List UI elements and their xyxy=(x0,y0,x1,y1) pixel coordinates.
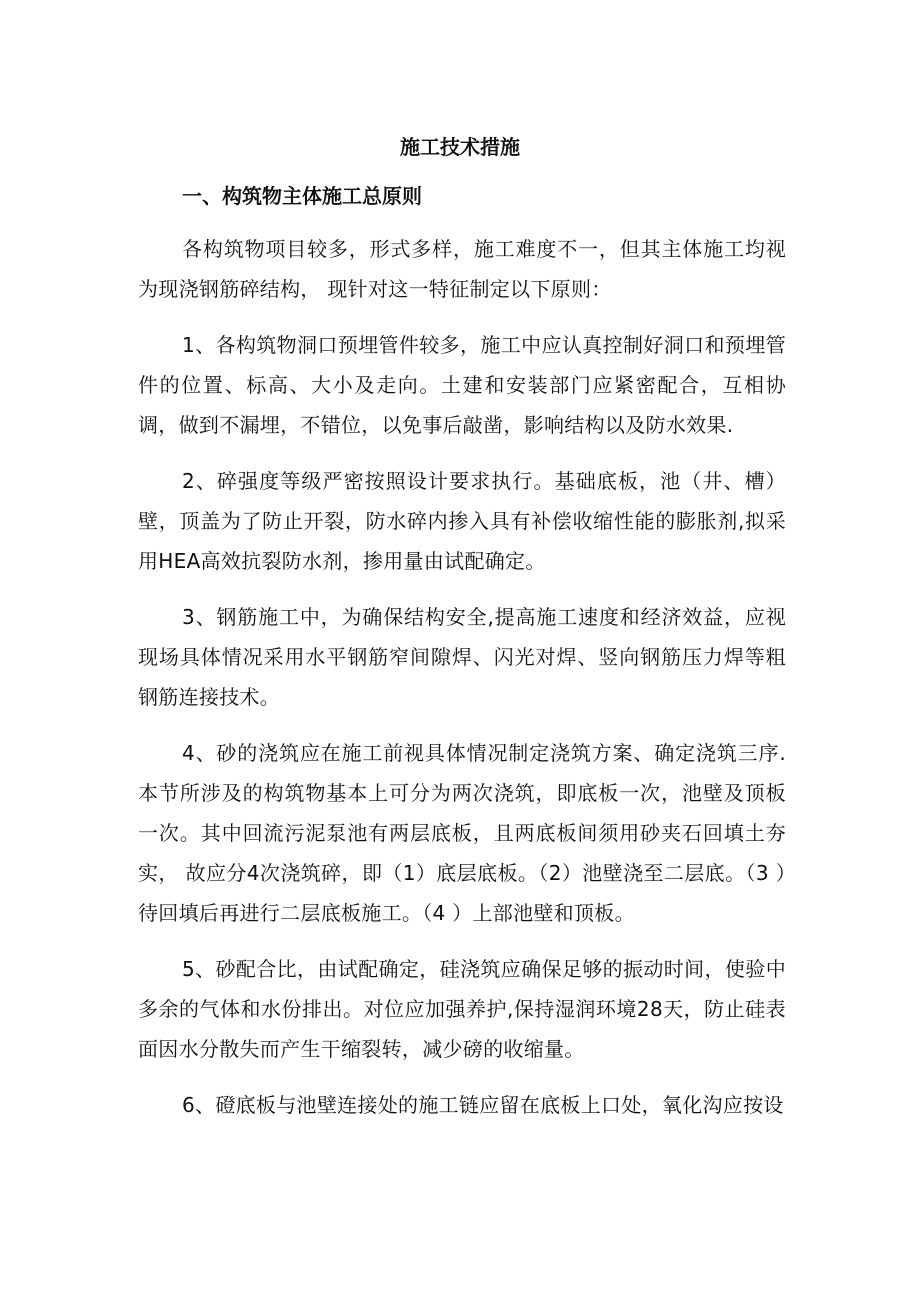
paragraph-item-4: 4、砂的浇筑应在施工前视具体情况制定浇筑方案、确定浇筑三序.本节所涉及的构筑物基本上可分为两次浇筑，即底板一次，池壁及顶板一次。其中回流污泥泵池有两层底板，且两底板间须用砂夹石回填土夯实， 故应分4次浇筑碎，即（1）底层底板。（2）池壁浇至二层底。（3 ）待回填后再进行二层底板施工。（4 ）上部池壁和顶板。 xyxy=(138,741,786,925)
paragraph-item-2: 2、碎强度等级严密按照设计要求执行。基础底板，池（井、槽）壁，顶盖为了防止开裂，防水碎内掺入具有补偿收缩性能的膨胀剂,拟采用HEA高效抗裂防水剂，掺用量由试配确定。 xyxy=(138,469,786,573)
paragraph-item-5: 5、砂配合比，由试配确定，硅浇筑应确保足够的振动时间，使验中多余的气体和水份排出。对位应加强养护,保持湿润环境28天，防止硅表面因水分散失而产生干缩裂转，减少磅的收缩量。 xyxy=(138,957,786,1061)
paragraph-item-6: 6、磴底板与池壁连接处的施工链应留在底板上口处，氧化沟应按设 xyxy=(182,1093,784,1117)
page-title: 施工技术措施 xyxy=(400,135,520,159)
paragraph-item-3: 3、钢筋施工中，为确保结构安全,提高施工速度和经济效益，应视现场具体情况采用水平钢筋窄间隙焊、闪光对焊、竖向钢筋压力焊等粗钢筋连接技术。 xyxy=(138,605,786,709)
paragraph-item-1: 1、各构筑物洞口预埋管件较多，施工中应认真控制好洞口和预埋管件的位置、标高、大小及走向。土建和安装部门应紧密配合，互相协调，做到不漏埋，不错位，以免事后敲凿，影响结构以及防水效果. xyxy=(138,333,786,437)
section-heading: 一、构筑物主体施工总原则 xyxy=(182,184,422,208)
body-text xyxy=(138,229,786,1125)
paragraph-intro: 各构筑物项目较多，形式多样，施工难度不一，但其主体施工均视为现浇钢筋碎结构， 现针对这一特征制定以下原则： xyxy=(138,237,786,301)
